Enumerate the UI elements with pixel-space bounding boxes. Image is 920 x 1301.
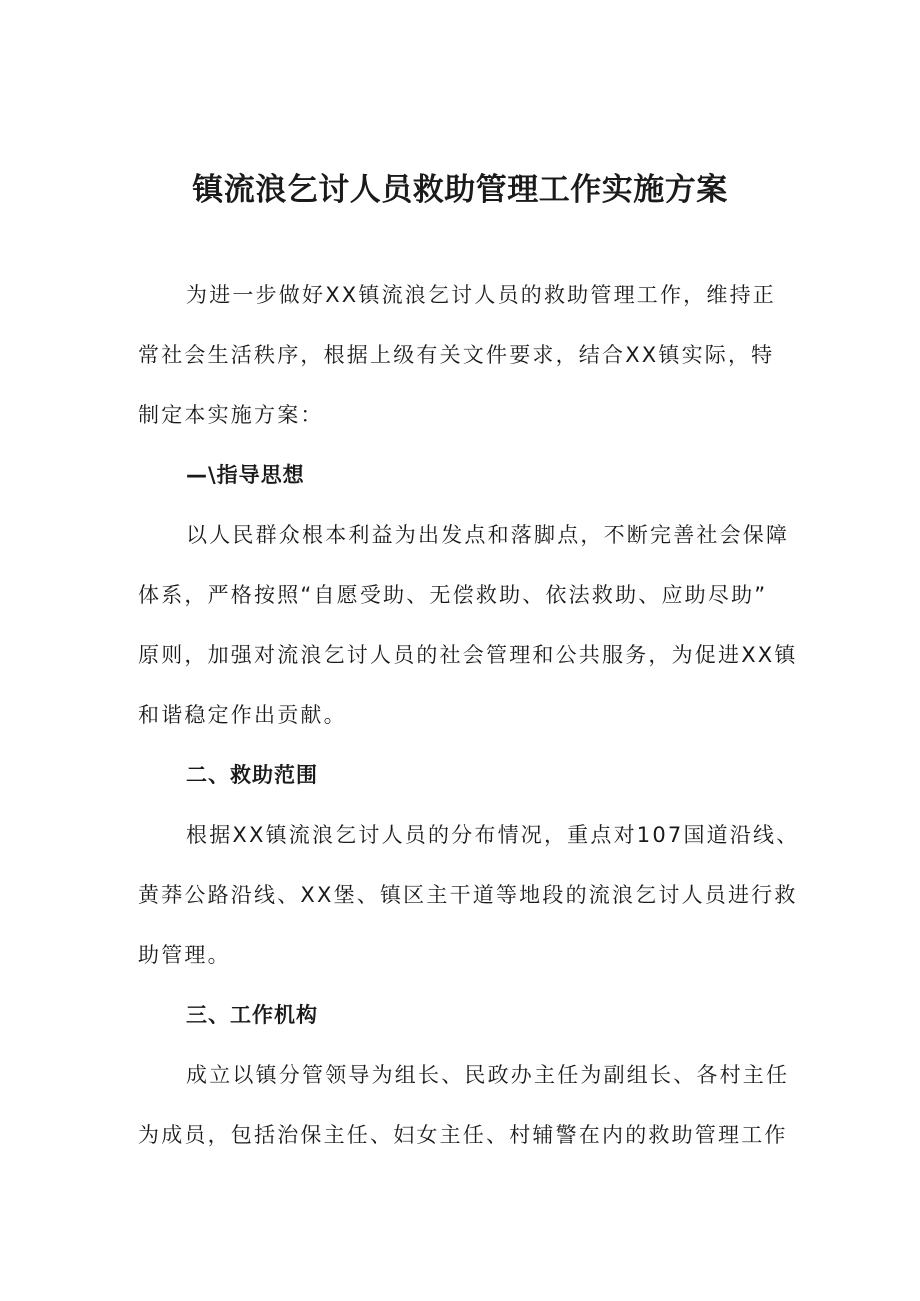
section3-line-1: 成立以镇分管领导为组长、民政办主任为副组长、各村主任 [186, 1063, 790, 1087]
section2-line-1: 根据XX镇流浪乞讨人员的分布情况，重点对107国道沿线、 [186, 823, 800, 847]
intro-line-3: 制定本实施方案： [138, 403, 324, 427]
intro-line-2: 常社会生活秩序，根据上级有关文件要求，结合XX镇实际，特 [138, 343, 775, 367]
section1-line-4: 和谐稳定作出贡献。 [138, 703, 347, 727]
section2-paragraph [138, 805, 800, 985]
section1-line-1: 以人民群众根本利益为出发点和落脚点，不断完善社会保障 [186, 523, 790, 547]
section-heading-guiding-ideology: —\指导思想 [186, 463, 305, 487]
section-heading-rescue-scope: 二、救助范围 [186, 763, 318, 787]
section1-paragraph [138, 505, 798, 745]
section3-line-2: 为成员，包括治保主任、妇女主任、村辅警在内的救助管理工作 [138, 1123, 788, 1147]
section1-line-2: 体系，严格按照“自愿受助、无偿救助、依法救助、应助尽助” [138, 583, 768, 607]
section-heading-work-organization: 三、工作机构 [186, 1003, 318, 1027]
document-title: 镇流浪乞讨人员救助管理工作实施方案 [192, 172, 728, 208]
intro-paragraph [138, 265, 788, 445]
section2-line-3: 助管理。 [138, 943, 231, 967]
section2-line-2: 黄莽公路沿线、XX堡、镇区主干道等地段的流浪乞讨人员进行救 [138, 883, 798, 907]
section3-paragraph [138, 1045, 788, 1165]
intro-line-1: 为进一步做好XX镇流浪乞讨人员的救助管理工作，维持正 [186, 283, 776, 307]
document-body [138, 265, 800, 1165]
section1-line-3: 原则，加强对流浪乞讨人员的社会管理和公共服务，为促进XX镇 [138, 643, 798, 667]
